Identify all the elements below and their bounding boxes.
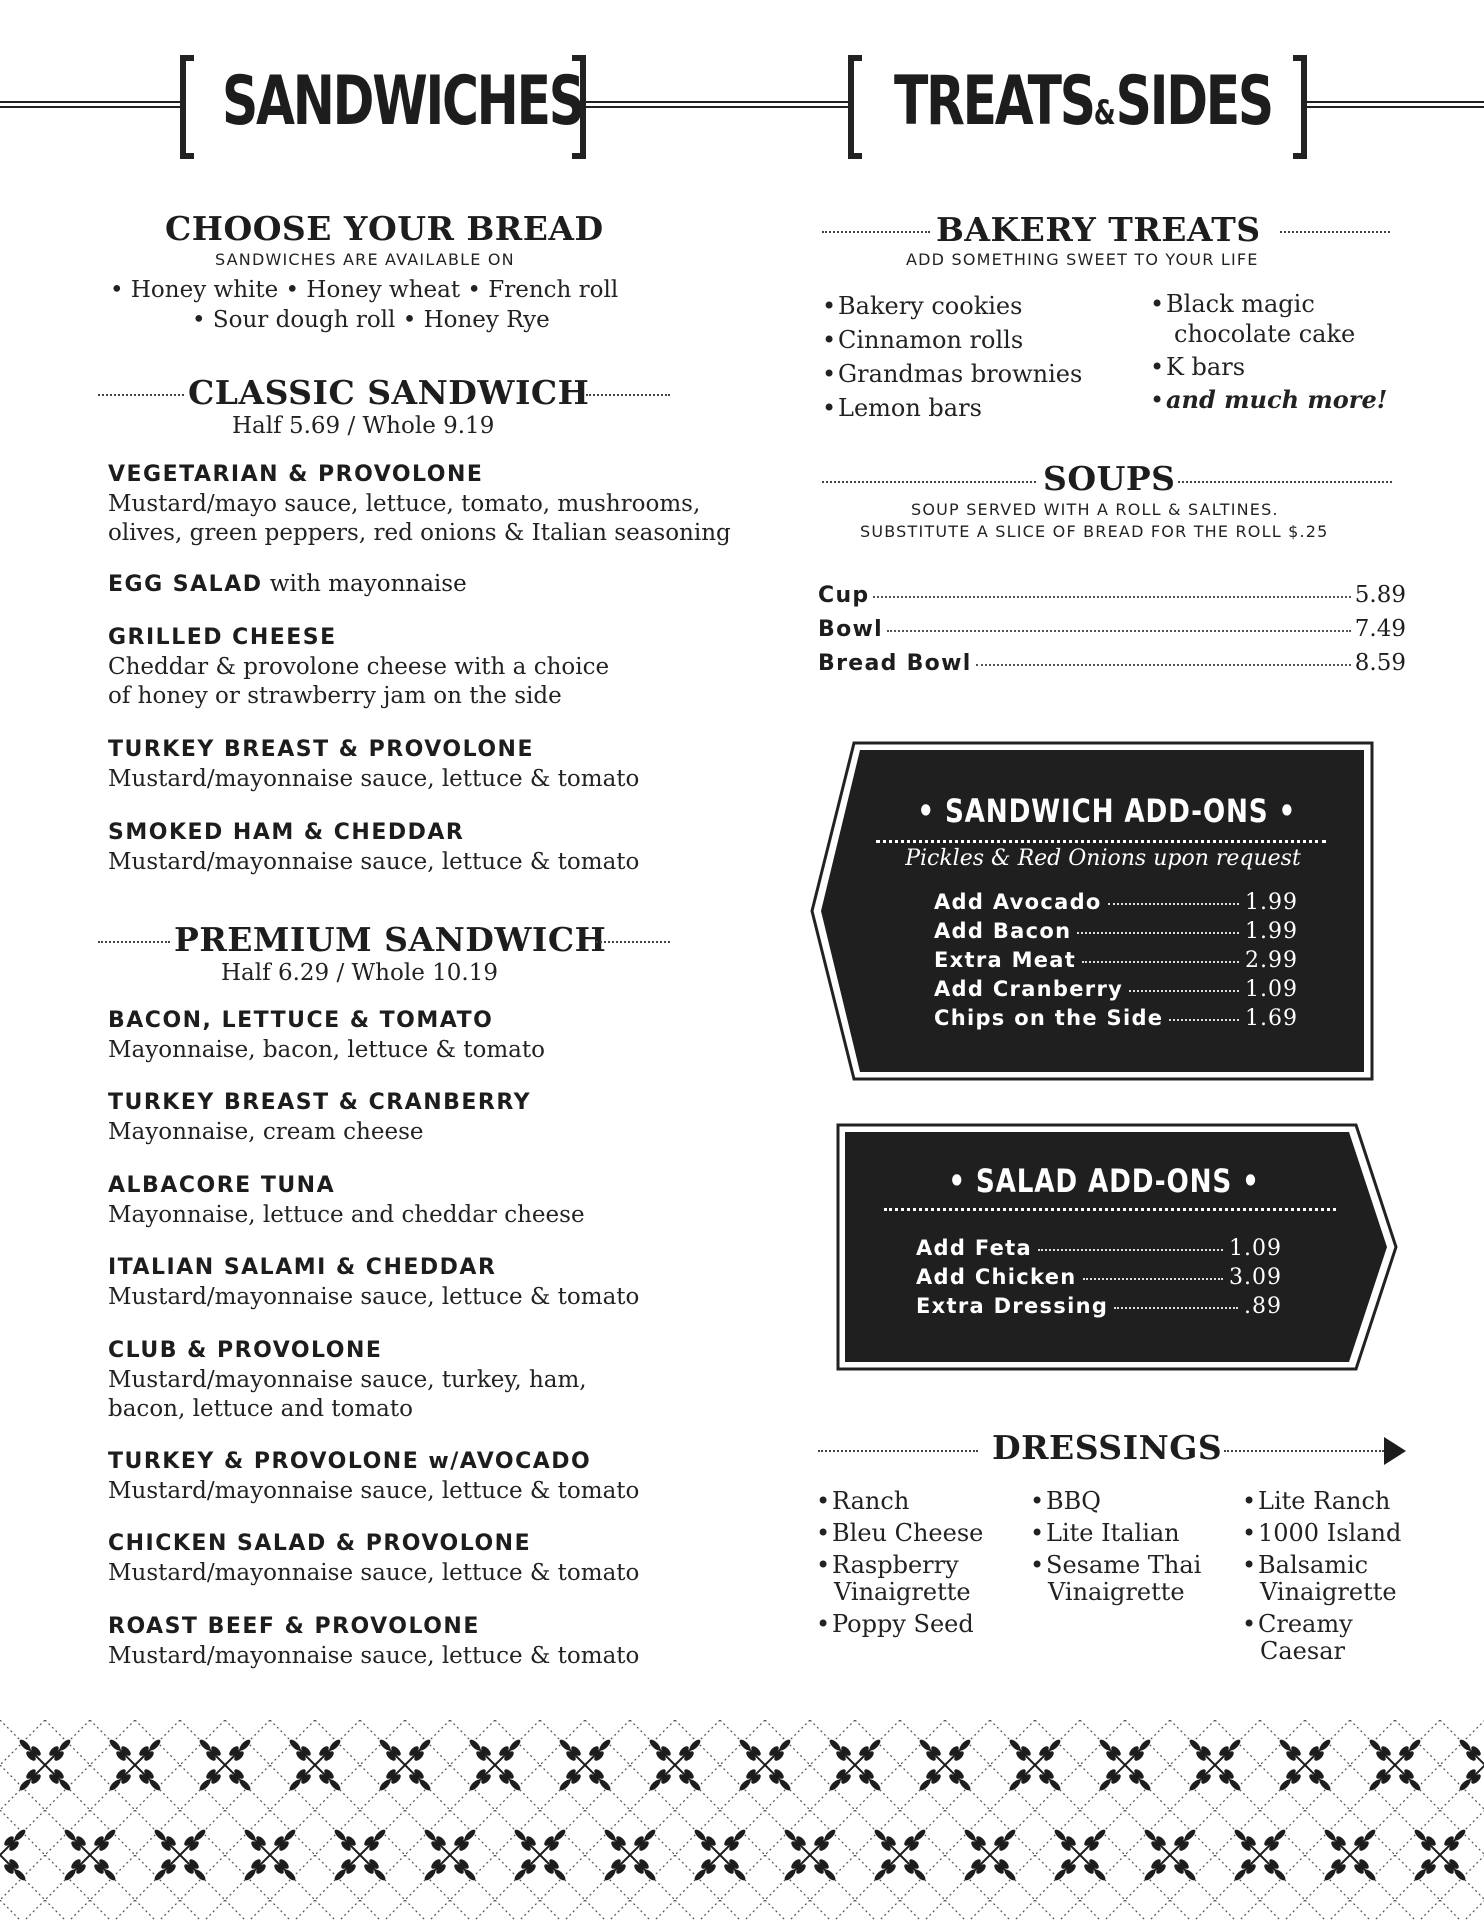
salad-addons-dots — [884, 1208, 1336, 1211]
premium-title: PREMIUM SANDWICH — [174, 920, 607, 959]
classic-dots-left — [98, 394, 184, 396]
addon-row-extra-meat — [934, 948, 1298, 973]
leader-dots — [1169, 1019, 1239, 1021]
addon-row-chips — [934, 1006, 1298, 1031]
dressings-dots-right — [1224, 1450, 1384, 1452]
dressings-title: DRESSINGS — [992, 1428, 1223, 1467]
menu-item-italian-salami — [108, 1253, 639, 1312]
item-name: TURKEY BREAST & PROVOLONE — [108, 737, 534, 762]
addon-price: .89 — [1244, 1294, 1282, 1319]
sandwich-addons-dots — [876, 840, 1326, 843]
menu-item-turkey-avocado — [108, 1447, 639, 1506]
leader-dots — [976, 664, 1351, 666]
item-inline-description: with mayonnaise — [262, 571, 467, 597]
list-item: •Black magic — [1150, 290, 1315, 318]
item-name: ITALIAN SALAMI & CHEDDAR — [108, 1255, 497, 1280]
list-item: •Ranch — [816, 1487, 910, 1515]
addon-row-dressing — [916, 1294, 1282, 1319]
bracket-right-open — [848, 55, 862, 159]
banner-treats-sides — [894, 62, 1272, 141]
premium-dots-right — [596, 941, 670, 943]
list-item-cont: Vinaigrette — [1048, 1578, 1185, 1606]
list-item: •and much more! — [1150, 385, 1388, 414]
menu-item-blt — [108, 1006, 545, 1065]
premium-dots-left — [98, 941, 170, 943]
leader-dots — [1038, 1249, 1223, 1251]
addon-price: 1.09 — [1245, 977, 1298, 1002]
bakery-title: BAKERY TREATS — [936, 210, 1261, 249]
addon-price: 1.09 — [1229, 1236, 1282, 1261]
soup-row-bowl — [818, 616, 1406, 642]
bread-line-1: • Honey white • Honey wheat • French roll — [110, 277, 619, 303]
item-description: Mayonnaise, lettuce and cheddar cheese — [108, 1202, 585, 1228]
item-description: Mustard/mayonnaise sauce, lettuce & tomato — [108, 1478, 640, 1504]
bakery-list-1 — [822, 289, 1082, 425]
leader-dots — [873, 596, 1350, 598]
list-item: •Bakery cookies — [822, 292, 1023, 320]
soup-name: Bowl — [818, 617, 883, 642]
addon-row-chicken — [916, 1265, 1282, 1290]
arrow-right-icon — [1384, 1437, 1406, 1465]
list-item: •Cinnamon rolls — [822, 326, 1024, 354]
menu-item-albacore-tuna — [108, 1171, 585, 1230]
list-item: •Grandmas brownies — [822, 360, 1083, 388]
soups-sub-2: SUBSTITUTE A SLICE OF BREAD FOR THE ROLL $.25 — [860, 522, 1329, 541]
list-item: •BBQ — [1030, 1487, 1101, 1515]
item-description: Mustard/mayonnaise sauce, lettuce & tomato — [108, 1560, 640, 1586]
list-item: •Lite Italian — [1030, 1519, 1180, 1547]
item-description: Mayonnaise, bacon, lettuce & tomato — [108, 1037, 545, 1063]
bread-subtitle: SANDWICHES ARE AVAILABLE ON — [215, 250, 515, 269]
list-item: •1000 Island — [1242, 1519, 1402, 1547]
list-item: •Raspberry — [816, 1551, 959, 1579]
menu-item-turkey-provolone — [108, 735, 639, 794]
item-description: Mustard/mayonnaise sauce, lettuce & tomato — [108, 1643, 640, 1669]
bread-title: CHOOSE YOUR BREAD — [165, 209, 604, 248]
addon-name: Add Feta — [916, 1236, 1032, 1260]
dressings-col-1 — [816, 1488, 983, 1643]
bracket-left-close — [572, 55, 586, 159]
salad-addons-title: • SALAD ADD-ONS • — [948, 1162, 1260, 1200]
addon-row-bacon — [934, 919, 1298, 944]
addon-name: Extra Meat — [934, 948, 1077, 972]
leader-dots — [1077, 932, 1239, 934]
banner-sides: SIDES — [1115, 62, 1272, 141]
item-name: TURKEY BREAST & CRANBERRY — [108, 1090, 532, 1115]
classic-title: CLASSIC SANDWICH — [188, 373, 590, 412]
bracket-left-open — [180, 55, 194, 159]
bakery-list-2 — [1150, 289, 1387, 415]
item-description-cont: of honey or strawberry jam on the side — [108, 683, 562, 709]
banner-amp: & — [1093, 93, 1116, 133]
list-item: •Balsamic — [1242, 1551, 1369, 1579]
bakery-dots-left — [822, 231, 930, 233]
menu-item-grilled-cheese — [108, 623, 609, 711]
item-name: VEGETARIAN & PROVOLONE — [108, 462, 484, 487]
item-description: Mustard/mayonnaise sauce, turkey, ham, — [108, 1367, 587, 1393]
item-name: CLUB & PROVOLONE — [108, 1338, 383, 1363]
item-description-cont: bacon, lettuce and tomato — [108, 1396, 413, 1422]
dressings-dots-left — [818, 1450, 978, 1452]
addon-name: Chips on the Side — [934, 1006, 1164, 1030]
leader-dots — [887, 630, 1351, 632]
menu-item-roast-beef — [108, 1612, 639, 1671]
addon-price: 1.99 — [1245, 890, 1298, 915]
item-description: Mustard/mayonnaise sauce, lettuce & tomato — [108, 1284, 640, 1310]
addon-name: Add Cranberry — [934, 977, 1124, 1001]
menu-item-club — [108, 1336, 587, 1424]
item-name-line — [108, 569, 467, 600]
leader-dots — [1108, 903, 1239, 905]
list-item-cont: Caesar — [1260, 1637, 1345, 1665]
soups-dots-right — [1178, 481, 1392, 483]
addon-price: 2.99 — [1245, 948, 1298, 973]
bakery-subtitle: ADD SOMETHING SWEET TO YOUR LIFE — [906, 250, 1259, 269]
soups-sub-1: SOUP SERVED WITH A ROLL & SALTINES. — [911, 500, 1279, 519]
addon-name: Add Chicken — [916, 1265, 1077, 1289]
leader-dots — [1129, 990, 1239, 992]
item-description-cont: olives, green peppers, red onions & Italian seasoning — [108, 520, 731, 546]
list-item: •K bars — [1150, 353, 1246, 381]
list-item: •Lemon bars — [822, 394, 982, 422]
item-name: EGG SALAD — [108, 572, 263, 597]
header-rule-middle — [586, 101, 848, 108]
banner-treats: TREATS — [894, 62, 1094, 141]
list-item-cont: chocolate cake — [1174, 320, 1356, 348]
addon-row-cranberry — [934, 977, 1298, 1002]
soup-price: 8.59 — [1354, 650, 1406, 676]
addon-price: 1.69 — [1245, 1006, 1298, 1031]
soups-title: SOUPS — [1043, 459, 1176, 498]
soup-price: 5.89 — [1354, 582, 1406, 608]
list-item-cont: Vinaigrette — [834, 1578, 971, 1606]
sandwich-addons-note: Pickles & Red Onions upon request — [905, 846, 1301, 871]
soup-name: Cup — [818, 583, 870, 608]
soup-row-cup — [818, 582, 1406, 608]
item-description: Cheddar & provolone cheese with a choice — [108, 654, 610, 680]
menu-item-chicken-salad — [108, 1529, 639, 1588]
dressings-col-3 — [1242, 1488, 1401, 1670]
menu-item-vegetarian — [108, 460, 731, 548]
item-description: Mustard/mayo sauce, lettuce, tomato, mushrooms, — [108, 491, 701, 517]
item-name: ALBACORE TUNA — [108, 1173, 336, 1198]
item-description: Mustard/mayonnaise sauce, lettuce & tomato — [108, 849, 640, 875]
list-item-cont: Vinaigrette — [1260, 1578, 1397, 1606]
item-name: CHICKEN SALAD & PROVOLONE — [108, 1531, 532, 1556]
list-item: •Sesame Thai — [1030, 1551, 1202, 1579]
addon-row-avocado — [934, 890, 1298, 915]
list-item: •Creamy — [1242, 1610, 1353, 1638]
header-rule-left — [0, 101, 180, 108]
leader-dots — [1083, 1278, 1223, 1280]
addon-price: 1.99 — [1245, 919, 1298, 944]
soup-price: 7.49 — [1354, 616, 1406, 642]
banner-sandwiches: SANDWICHES — [222, 62, 583, 141]
leader-dots — [1114, 1307, 1238, 1309]
addon-name: Extra Dressing — [916, 1294, 1109, 1318]
item-name: TURKEY & PROVOLONE w/AVOCADO — [108, 1449, 592, 1474]
list-item: •Bleu Cheese — [816, 1519, 984, 1547]
bracket-right-close — [1293, 55, 1307, 159]
addon-row-feta — [916, 1236, 1282, 1261]
sandwich-addons-title: • SANDWICH ADD-ONS • — [917, 792, 1297, 830]
item-name: BACON, LETTUCE & TOMATO — [108, 1008, 494, 1033]
addon-name: Add Avocado — [934, 890, 1102, 914]
header-rule-right — [1307, 101, 1484, 108]
leader-dots — [1082, 961, 1239, 963]
list-item: •Poppy Seed — [816, 1610, 974, 1638]
soup-row-bread-bowl — [818, 650, 1406, 676]
menu-item-smoked-ham — [108, 818, 639, 877]
wheat-pattern-footer — [0, 1720, 1484, 1920]
premium-price: Half 6.29 / Whole 10.19 — [221, 960, 498, 986]
soup-name: Bread Bowl — [818, 651, 972, 676]
item-name: SMOKED HAM & CHEDDAR — [108, 820, 465, 845]
list-item: •Lite Ranch — [1242, 1487, 1391, 1515]
soups-dots-left — [822, 481, 1036, 483]
classic-dots-right — [586, 394, 670, 396]
addon-name: Add Bacon — [934, 919, 1072, 943]
dressings-col-2 — [1030, 1488, 1201, 1611]
addon-price: 3.09 — [1229, 1265, 1282, 1290]
bread-line-2: • Sour dough roll • Honey Rye — [192, 307, 550, 333]
classic-price: Half 5.69 / Whole 9.19 — [232, 413, 495, 439]
item-description: Mustard/mayonnaise sauce, lettuce & tomato — [108, 766, 640, 792]
item-description: Mayonnaise, cream cheese — [108, 1119, 424, 1145]
item-name: ROAST BEEF & PROVOLONE — [108, 1614, 480, 1639]
bakery-dots-right — [1280, 231, 1390, 233]
item-name: GRILLED CHEESE — [108, 625, 337, 650]
menu-item-turkey-cranberry — [108, 1088, 531, 1147]
menu-item-egg-salad — [108, 569, 467, 600]
